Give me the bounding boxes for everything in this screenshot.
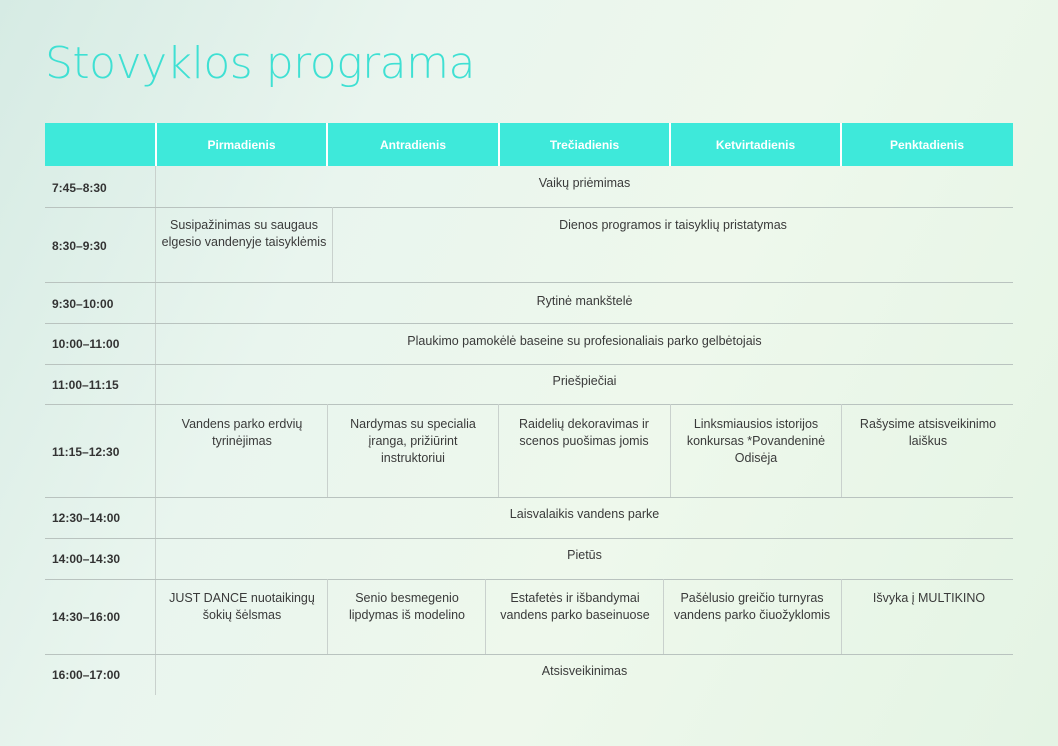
activity-cell: Vandens parko erdvių tyrinėjimas bbox=[181, 417, 303, 448]
time-column-divider bbox=[155, 166, 156, 695]
activity-cell: Plaukimo pamokėlė baseine su profesionaliais parko gelbėtojais bbox=[407, 334, 762, 348]
activity-cell: JUST DANCE nuotaikingų šokių šėlsmas bbox=[169, 591, 315, 622]
activity-cell: Vaikų priėmimas bbox=[538, 176, 631, 190]
row-separator bbox=[45, 282, 1013, 283]
time-slot: 8:30–9:30 bbox=[52, 239, 107, 253]
activity-cell: Rašysime atsisveikinimo laiškus bbox=[859, 417, 997, 448]
activity-cell: Rytinė mankštelė bbox=[536, 294, 633, 308]
time-slot: 10:00–11:00 bbox=[52, 337, 120, 351]
cell-divider bbox=[841, 579, 842, 654]
activity-cell: Dienos programos ir taisyklių pristatymas bbox=[559, 218, 787, 232]
row-separator bbox=[45, 579, 1013, 580]
day-header-thursday: Ketvirtadienis bbox=[715, 137, 796, 152]
time-slot: 9:30–10:00 bbox=[52, 297, 114, 311]
time-slot: 14:00–14:30 bbox=[52, 552, 121, 566]
activity-cell: Senio besmegenio lipdymas iš modelino bbox=[348, 591, 466, 622]
day-header-monday: Pirmadienis bbox=[207, 137, 276, 152]
cell-divider bbox=[327, 579, 328, 654]
cell-divider bbox=[670, 404, 671, 497]
activity-cell: Estafetės ir išbandymai vandens parko baseinuose bbox=[500, 591, 650, 622]
activity-cell: Pietūs bbox=[567, 548, 602, 562]
cell-divider bbox=[663, 579, 664, 654]
time-slot: 7:45–8:30 bbox=[52, 181, 107, 195]
day-header-friday: Penktadienis bbox=[889, 137, 965, 152]
day-header-wednesday: Trečiadienis bbox=[549, 137, 620, 152]
cell-divider bbox=[327, 404, 328, 497]
cell-divider bbox=[498, 404, 499, 497]
activity-cell: Išvyka į MULTIKINO bbox=[872, 591, 986, 605]
activity-cell: Pašėlusio greičio turnyras vandens parko čiuožyklomis bbox=[673, 591, 831, 622]
activity-cell: Raidelių dekoravimas ir scenos puošimas jomis bbox=[519, 417, 649, 448]
day-header-tuesday: Antradienis bbox=[379, 137, 446, 152]
activity-cell: Priešpiečiai bbox=[552, 374, 617, 388]
time-slot: 11:15–12:30 bbox=[52, 445, 120, 459]
cell-divider bbox=[841, 404, 842, 497]
time-slot: 16:00–17:00 bbox=[52, 668, 121, 682]
cell-divider bbox=[485, 579, 486, 654]
time-slot: 12:30–14:00 bbox=[52, 511, 121, 525]
page-title: Stovyklos programa bbox=[45, 38, 475, 89]
activity-cell: Laisvalaikis vandens parke bbox=[509, 507, 660, 521]
schedule-table bbox=[45, 123, 1013, 695]
activity-cell: Susipažinimas su saugaus elgesio vandenyje taisyklėmis bbox=[161, 218, 327, 249]
time-slot: 11:00–11:15 bbox=[52, 378, 119, 392]
activity-cell: Linksmiausios istorijos konkursas *Povandeninė Odisėja bbox=[686, 417, 826, 465]
activity-cell: Atsisveikinimas bbox=[541, 664, 628, 678]
row-separator bbox=[45, 404, 1013, 405]
time-slot: 14:30–16:00 bbox=[52, 610, 121, 624]
activity-cell: Nardymas su specialia įranga, prižiūrint instruktoriui bbox=[350, 417, 476, 465]
